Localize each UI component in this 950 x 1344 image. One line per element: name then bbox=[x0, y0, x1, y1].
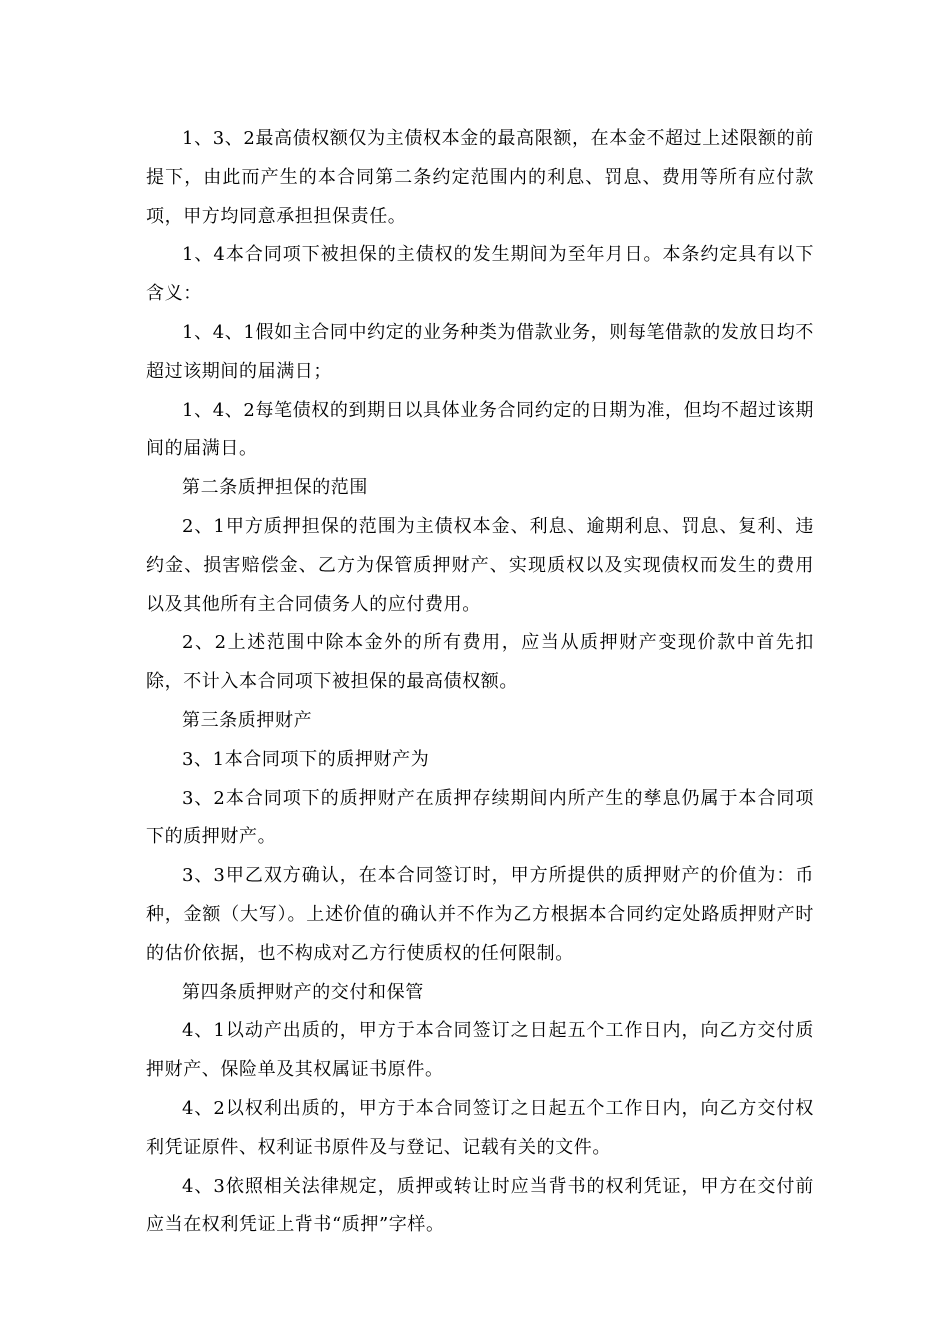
article-3-heading: 第三条质押财产 bbox=[182, 709, 313, 731]
clause-1-4-1: 1、4、1假如主合同中约定的业务种类为借款业务，则每笔借款的发放日均不超过该期间的届满日； bbox=[146, 321, 814, 382]
article-4-heading: 第四条质押财产的交付和保管 bbox=[182, 981, 424, 1003]
article-2-heading: 第二条质押担保的范围 bbox=[182, 477, 368, 499]
clause-3-1: 3、1本合同项下的质押财产为 bbox=[182, 748, 430, 770]
clause-1-3-2: 1、3、2最高债权额仅为主债权本金的最高限额，在本金不超过上述限额的前提下，由此而产生的本合同第二条约定范围内的利息、罚息、费用等所有应付款项，甲方均同意承担担保责任。 bbox=[146, 128, 814, 227]
clause-2-1: 2、1甲方质押担保的范围为主债权本金、利息、逾期利息、罚息、复利、违约金、损害赔偿金、乙方为保管质押财产、实现质权以及实现债权而发生的费用以及其他所有主合同债务人的应付费用。 bbox=[146, 515, 814, 615]
clause-1-4-2: 1、4、2每笔债权的到期日以具体业务合同约定的日期为准，但均不超过该期间的届满日。 bbox=[146, 399, 814, 460]
document-body bbox=[146, 120, 814, 1245]
clause-4-1: 4、1以动产出质的，甲方于本合同签订之日起五个工作日内，向乙方交付质押财产、保险单及其权属证书原件。 bbox=[146, 1020, 814, 1081]
clause-4-2: 4、2以权利出质的，甲方于本合同签订之日起五个工作日内，向乙方交付权利凭证原件、权利证书原件及与登记、记载有关的文件。 bbox=[146, 1097, 814, 1158]
clause-3-3: 3、3甲乙双方确认，在本合同签订时，甲方所提供的质押财产的价值为：币种，金额（大写）。上述价值的确认并不作为乙方根据本合同约定处路质押财产时的估价依据，也不构成对乙方行使质权的任何限制。 bbox=[146, 865, 814, 964]
clause-1-4: 1、4本合同项下被担保的主债权的发生期间为至年月日。本条约定具有以下含义： bbox=[146, 244, 814, 305]
clause-4-3: 4、3依照相关法律规定，质押或转让时应当背书的权利凭证，甲方在交付前应当在权利凭证上背书“质押”字样。 bbox=[146, 1175, 814, 1236]
clause-3-2: 3、2本合同项下的质押财产在质押存续期间内所产生的孳息仍属于本合同项下的质押财产。 bbox=[146, 787, 814, 848]
clause-2-2: 2、2上述范围中除本金外的所有费用，应当从质押财产变现价款中首先扣除，不计入本合同项下被担保的最高债权额。 bbox=[146, 632, 814, 693]
